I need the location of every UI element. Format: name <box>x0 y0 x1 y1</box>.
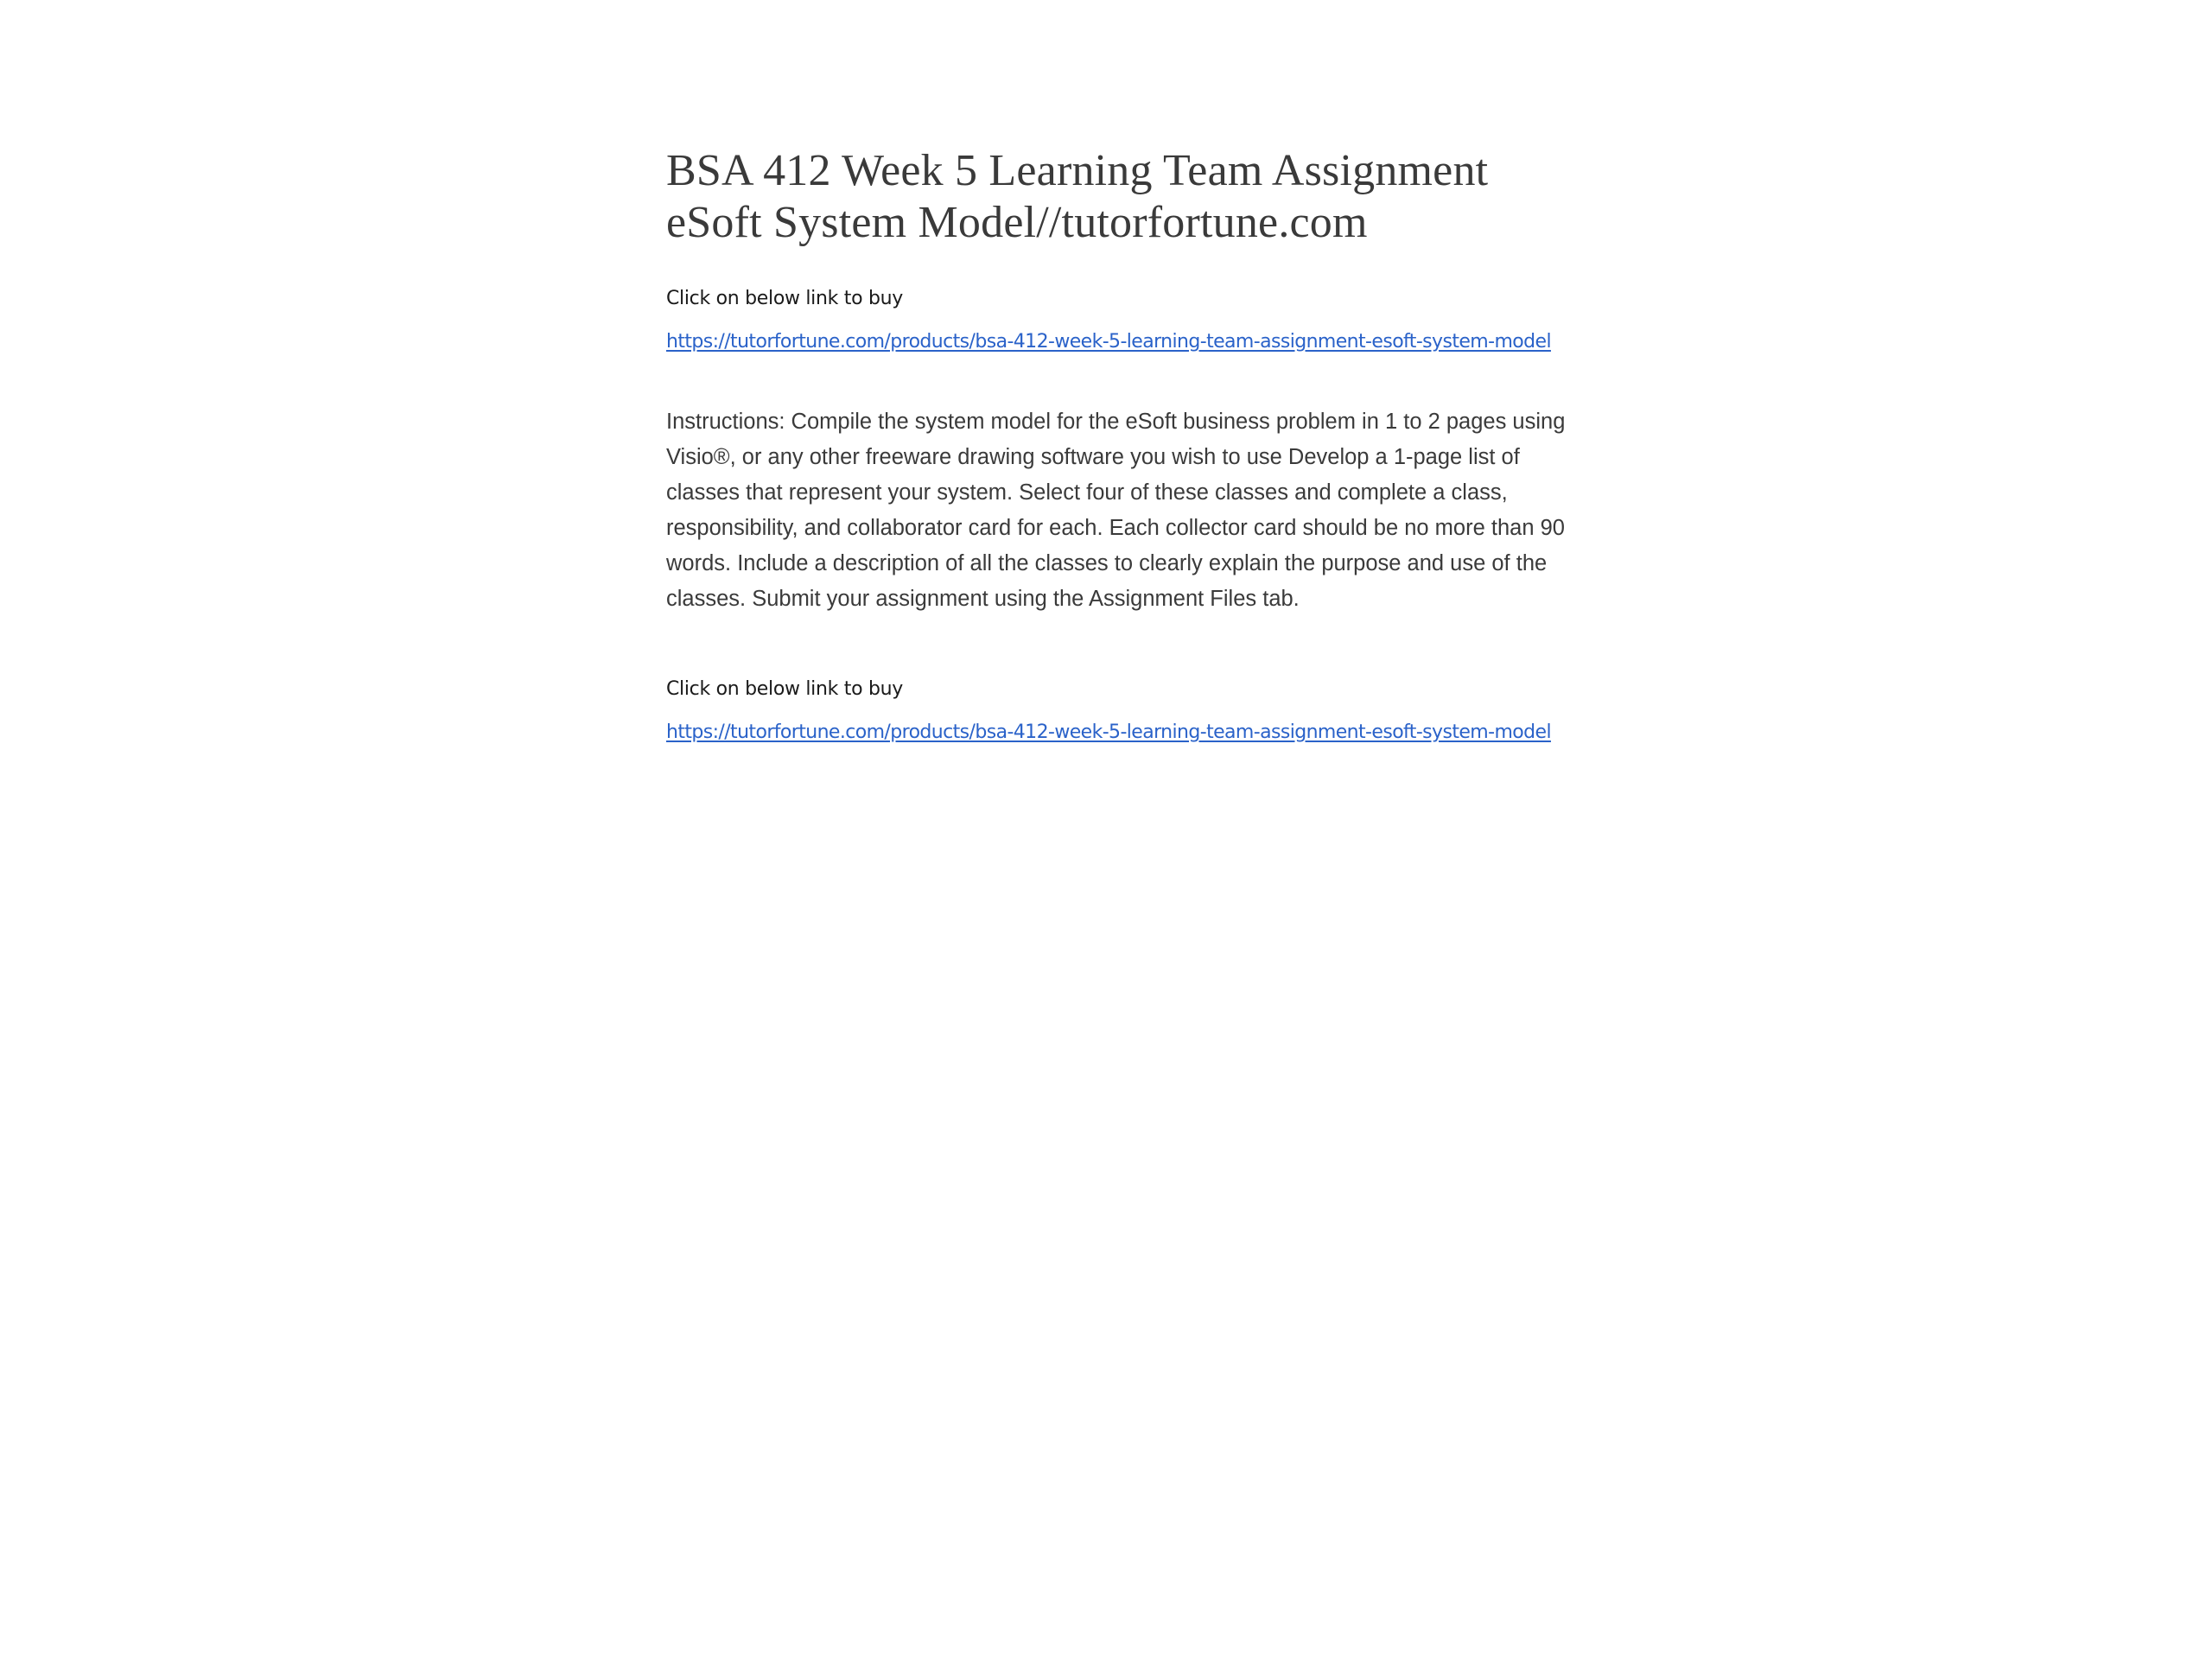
document-title <box>666 145 1582 249</box>
buy-link-bottom[interactable]: https://tutorfortune.com/products/bsa-412-week-5-learning-team-assignment-esoft-system-model <box>666 721 1551 743</box>
buy-label-top: Click on below link to buy <box>666 288 903 309</box>
buy-link-top[interactable]: https://tutorfortune.com/products/bsa-412-week-5-learning-team-assignment-esoft-system-model <box>666 331 1551 353</box>
instructions-paragraph: Instructions: Compile the system model for the eSoft business problem in 1 to 2 pages using Visio®, or any other freeware drawing software you wish to use Develop a 1-page list of classes that represent your system. Select four of these classes and complete a class, responsibility, and collaborator card for each. Each collector card should be no more than 90 words. Include a description of all the classes to clearly explain the purpose and use of the classes. Submit your assignment using the Assignment Files tab. <box>666 410 1566 611</box>
buy-label-bottom: Click on below link to buy <box>666 678 903 700</box>
document-title-line-2: eSoft System Model//tutorfortune.com <box>666 198 1368 247</box>
document-title-line-1: BSA 412 Week 5 Learning Team Assignment <box>666 146 1489 195</box>
buy-link-container-bottom <box>666 721 1582 745</box>
buy-link-container-top <box>666 330 1582 354</box>
document-content <box>666 145 1582 745</box>
